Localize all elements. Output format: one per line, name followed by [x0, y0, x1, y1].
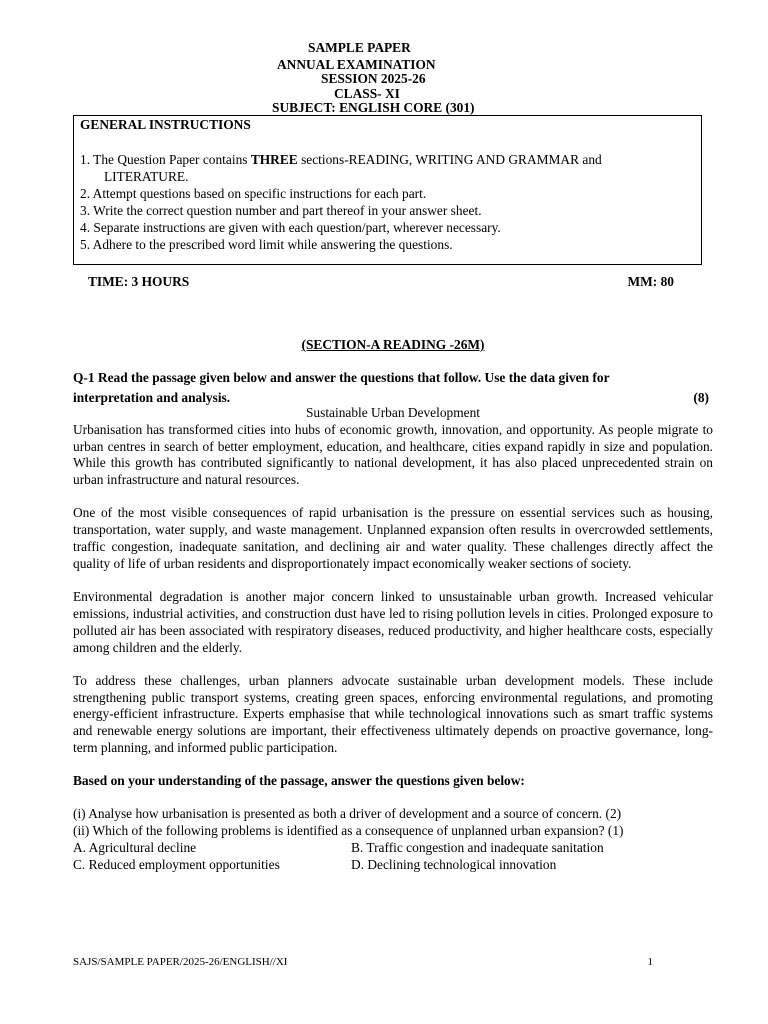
option-a: A. Agricultural decline: [73, 839, 197, 855]
option-d: D. Declining technological innovation: [351, 856, 557, 872]
paper-header: [0, 41, 768, 116]
reading-passage: [73, 405, 713, 873]
question-1-line-2: interpretation and analysis.: [73, 390, 231, 405]
instruction-item-5: 5. Adhere to the prescribed word limit while answering the questions.: [80, 236, 453, 252]
passage-paragraph-2: One of the most visible consequences of rapid urbanisation is the pressure on essential services such as housing, transportation, water supply, and waste management. Unplanned expansion often results in overcrowded settlements, traffic congestion, inadequate sanitation, and declining air and water quality. These challenges directly affect the quality of life of urban residents and disproportionately impact economically weaker sections of society.: [73, 505, 713, 571]
general-instructions-box: [73, 115, 702, 265]
time-marks-bar: [88, 274, 674, 291]
header-subject: SUBJECT: ENGLISH CORE (301): [272, 100, 475, 115]
exam-time: TIME: 3 HOURS: [88, 274, 190, 289]
instruction-1-continuation: LITERATURE.: [104, 168, 189, 184]
instruction-item-3: 3. Write the correct question number and part thereof in your answer sheet.: [80, 202, 482, 218]
section-heading-text: (SECTION-A READING -26M): [301, 337, 485, 352]
instruction-1-text-a: 1. The Question Paper contains: [80, 151, 251, 167]
option-c: C. Reduced employment opportunities: [73, 856, 280, 872]
question-1-marks: (8): [693, 390, 709, 405]
footer-code: SAJS/SAMPLE PAPER/2025-26/ENGLISH//XI: [73, 956, 288, 968]
sub-question-1: (i) Analyse how urbanisation is presented as both a driver of development and a source of concern. (2): [73, 806, 622, 822]
page-footer: [73, 954, 653, 971]
header-class: CLASS- XI: [334, 85, 400, 101]
passage-title: Sustainable Urban Development: [305, 405, 481, 420]
passage-paragraph-1: Urbanisation has transformed cities into hubs of economic growth, innovation, and opportunity. As people migrate to urban centres in search of better employment, education, and healthcare, cities expand rapidly in size and population. While this growth has contributed significantly to national development, it has also placed unprecedented strain on urban infrastructure and natural resources.: [73, 421, 713, 488]
option-b: B. Traffic congestion and inadequate sanitation: [351, 839, 604, 855]
questions-instruction: Based on your understanding of the passage, answer the questions given below:: [73, 773, 525, 789]
passage-paragraph-3: Environmental degradation is another major concern linked to unsustainable urban growth. Increased vehicular emissions, industrial activities, and construction dust have led to rising pollution levels in cities. Prolonged exposure to polluted air has been associated with respiratory diseases, reduced productivity, and higher healthcare costs, especially among children and the elderly.: [73, 589, 713, 655]
instruction-item-2: 2. Attempt questions based on specific instructions for each part.: [80, 185, 427, 201]
max-marks: MM: 80: [627, 274, 674, 289]
passage-paragraph-4: To address these challenges, urban planners advocate sustainable urban development models. These include strengthening public transport systems, creating green spaces, enforcing environmental regulations, and promoting energy-efficient infrastructure. Experts emphasise that while technological innovations such as smart traffic systems and renewable energy solutions are important, their effectiveness ultimately depends on proactive governance, long-term planning, and informed public participation.: [73, 672, 713, 756]
page-number: 1: [647, 956, 653, 968]
sub-question-2-options: [73, 840, 713, 874]
header-exam: ANNUAL EXAMINATION: [277, 56, 436, 72]
instruction-item-4: 4. Separate instructions are given with each question/part, wherever necessary.: [80, 219, 501, 235]
sub-question-2: (ii) Which of the following problems is identified as a consequence of unplanned urban expansion? (1): [73, 822, 624, 838]
instruction-1-text-b: sections-READING, WRITING AND GRAMMAR and: [297, 151, 602, 167]
question-1-line-1: Q-1 Read the passage given below and answer the questions that follow. Use the data given for: [73, 370, 610, 385]
question-1-heading: [73, 368, 709, 408]
section-heading: [0, 337, 768, 354]
header-sample-paper: SAMPLE PAPER: [308, 40, 411, 55]
instructions-title: GENERAL INSTRUCTIONS: [80, 117, 251, 132]
instruction-item-1: [80, 151, 695, 185]
header-session: SESSION 2025-26: [321, 71, 426, 86]
instruction-1-bold: THREE: [250, 151, 298, 167]
